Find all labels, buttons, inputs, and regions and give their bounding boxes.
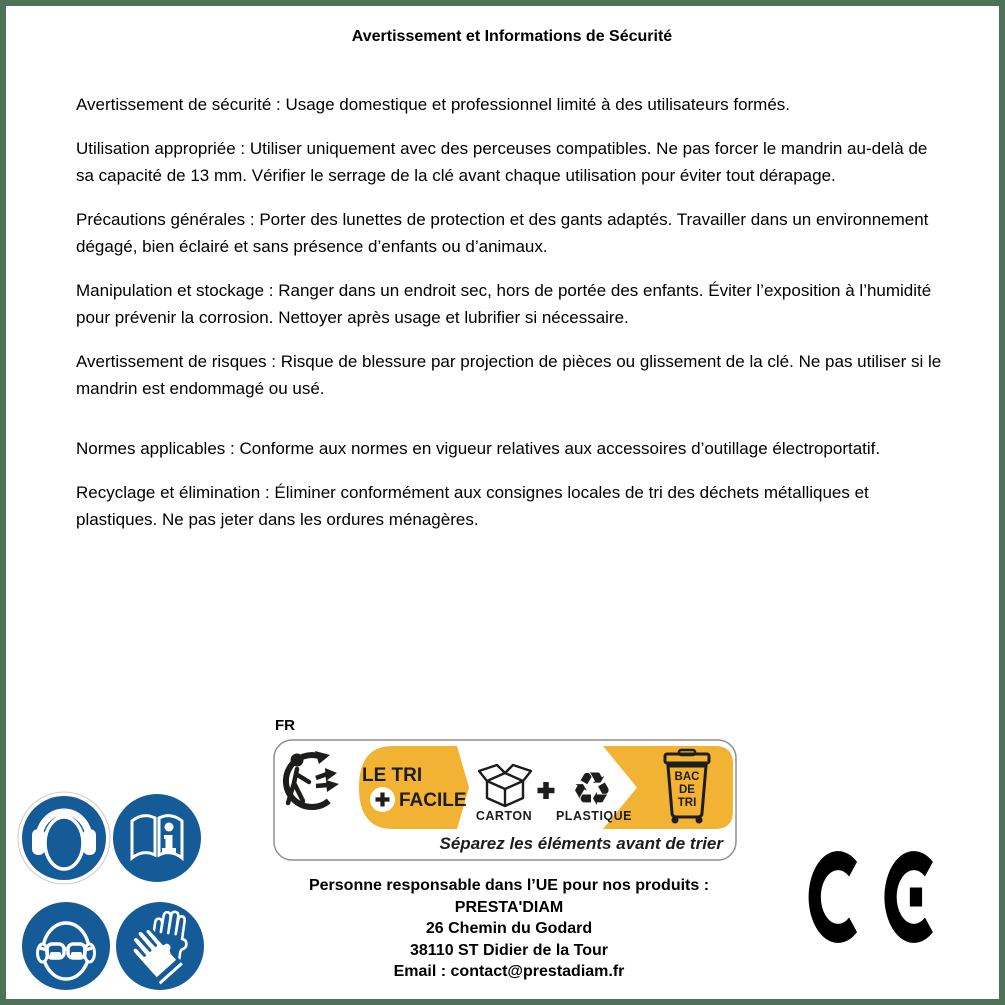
address-line1: 26 Chemin du Godard — [425, 920, 593, 937]
wear-eye-protection-icon — [19, 899, 113, 993]
paragraph-utilisation-appropriee: Utilisation appropriée : Utiliser uniquement avec des perceuses compatibles. Ne pas forcer le mandrin au-delà de sa capacité de 13 mm. Vérifier le serrage de la clé avant chaque utilisation pour éviter tout dérapage. — [76, 139, 928, 185]
paragraph-normes-applicables: Normes applicables : Conforme aux normes en vigueur relatives aux accessoires d’outillage électroportatif. — [76, 439, 881, 458]
country-code-label: FR — [275, 717, 295, 734]
paragraph-avertissement-securite: Avertissement de sécurité : Usage domestique et professionnel limité à des utilisateurs formés. — [76, 95, 791, 114]
ce-mark-icon — [806, 847, 946, 947]
responsible-person-block — [256, 875, 762, 983]
bin-label-line3: TRI — [677, 797, 697, 809]
read-instruction-manual-icon — [110, 791, 204, 885]
responsible-intro: Personne responsable dans l’UE pour nos produits : — [308, 877, 710, 894]
address-line2: 38110 ST Didier de la Tour — [410, 941, 608, 959]
material-1-label: CARTON — [475, 809, 533, 823]
bin-label-line2: DE — [679, 784, 695, 796]
paragraph-recyclage-elimination: Recyclage et élimination : Éliminer conformément aux consignes locales de tri des déchets métalliques et plastiques. Ne pas jeter dans les ordures ménagères. — [76, 483, 869, 529]
tagline-top-text: LE TRI — [362, 765, 423, 786]
safety-text-block — [76, 28, 948, 550]
company-name: PRESTA'DIAM — [454, 898, 564, 916]
bin-label-line1: BAC — [674, 771, 700, 783]
material-2-label: PLASTIQUE — [555, 809, 633, 823]
paragraph-avertissement-risques: Avertissement de risques : Risque de blessure par projection de pièces ou glissement de la clé. Ne pas utiliser si le mandrin est endommagé ou usé. — [76, 352, 942, 398]
wear-ear-protection-icon — [16, 790, 112, 886]
tagline-bottom-text: FACILE — [399, 790, 467, 811]
sorting-instruction-text: Séparez les éléments avant de trier — [439, 834, 723, 853]
page-title: Avertissement et Informations de Sécurité — [351, 28, 673, 45]
paragraph-precautions-generales: Précautions générales : Porter des lunettes de protection et des gants adaptés. Travailler dans un environnement dégagé, bien éclairé et sans présence d’enfants ou d’animaux. — [76, 210, 929, 256]
wear-protective-gloves-icon — [113, 899, 207, 993]
paragraph-manipulation-stockage: Manipulation et stockage : Ranger dans un endroit sec, hors de portée des enfants. Éviter l’exposition à l’humidité pour prévenir la corrosion. Nettoyer après usage et lubrifier si nécessaire. — [76, 281, 932, 327]
plastique-recycling-icon: ♻ — [571, 762, 613, 816]
contact-email: Email : contact@prestadiam.fr — [393, 963, 625, 980]
info-tri-recycling-label — [273, 739, 738, 862]
